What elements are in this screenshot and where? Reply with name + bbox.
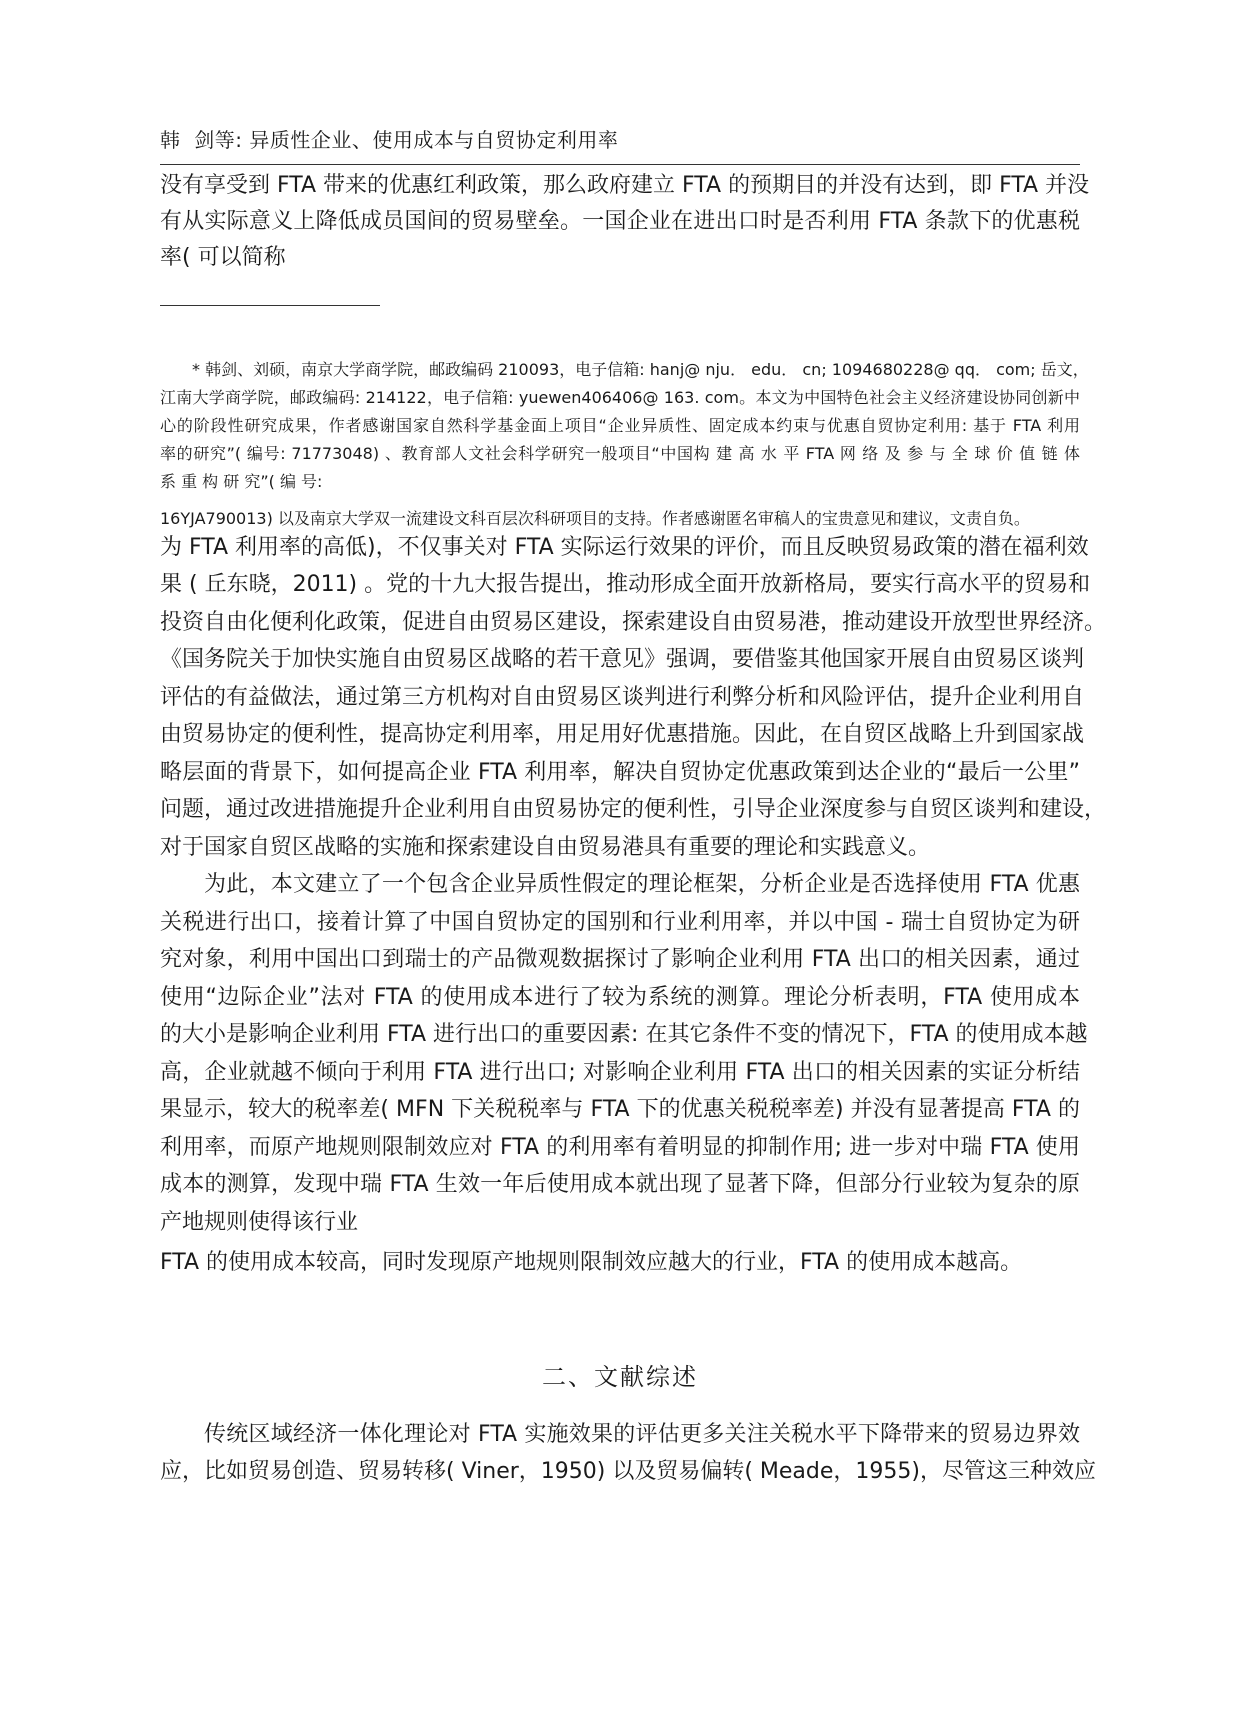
body-line: 由贸易协定的便利性，提高协定利用率，用足用好优惠措施。因此，在自贸区战略上升到国家战 xyxy=(160,722,1085,747)
header-rule xyxy=(160,164,1080,165)
body-line: 的大小是影响企业利用 FTA 进行出口的重要因素: 在其它条件不变的情况下，FTA 的使用成本越 xyxy=(160,1022,1088,1047)
body-line: 评估的有益做法，通过第三方机构对自由贸易区谈判进行利弊分析和风险评估，提升企业利用自 xyxy=(160,685,1085,710)
body-line: 高，企业就越不倾向于利用 FTA 进行出口; 对影响企业利用 FTA 出口的相关因素的实证分析结 xyxy=(160,1060,1080,1085)
body-line: 问题，通过改进措施提升企业利用自由贸易协定的便利性，引导企业深度参与自贸区谈判和建设， xyxy=(160,797,1107,822)
body-line: 略层面的背景下，如何提高企业 FTA 利用率，解决自贸协定优惠政策到达企业的“最后一公里” xyxy=(160,760,1080,785)
section-title: 二、文献综述 xyxy=(542,1363,698,1391)
body-line: 果 ( 丘东晓，2011) 。党的十九大报告提出，推动形成全面开放新格局，要实行高水平的贸易和 xyxy=(160,572,1091,597)
body-line: 没有享受到 FTA 带来的优惠红利政策，那么政府建立 FTA 的预期目的并没有达到，即 FTA 并没 xyxy=(160,173,1090,198)
body-line: 成本的测算，发现中瑞 FTA 生效一年后使用成本就出现了显著下降，但部分行业较为复杂的原 xyxy=(160,1172,1080,1197)
body-line: 关税进行出口，接着计算了中国自贸协定的国别和行业利用率，并以中国 - 瑞士自贸协定为研 xyxy=(160,910,1080,935)
body-line: 使用“边际企业”法对 FTA 的使用成本进行了较为系统的测算。理论分析表明，FTA 使用成本 xyxy=(160,985,1080,1010)
body-line: 产地规则使得该行业 xyxy=(160,1210,359,1235)
body-line: 有从实际意义上降低成员国间的贸易壁垒。一国企业在进出口时是否利用 FTA 条款下的优惠税 xyxy=(160,209,1080,234)
body-line: 对于国家自贸区战略的实施和探索建设自由贸易港具有重要的理论和实践意义。 xyxy=(160,835,931,860)
footnote-line: 江南大学商学院，邮政编码: 214122，电子信箱: yuewen406406@ 163. com。本文为中国特色社会主义经济建设协同创新中 xyxy=(160,388,1080,407)
footnote-line: 16YJA790013) 以及南京大学双一流建设文科百层次科研项目的支持。作者感谢匿名审稿人的宝贵意见和建议，文责自负。 xyxy=(160,509,1030,528)
footnote-line: 系 重 构 研 究”( 编 号: xyxy=(160,472,323,491)
body-line: 果显示，较大的税率差( MFN 下关税税率与 FTA 下的优惠关税税率差) 并没有显著提高 FTA 的 xyxy=(160,1097,1080,1122)
footnote-rule xyxy=(160,305,380,306)
running-header xyxy=(160,124,618,153)
footnote-line: 心的阶段性研究成果，作者感谢国家自然科学基金面上项目“企业异质性、固定成本约束与优惠自贸协定利用: 基于 FTA 利用 xyxy=(160,416,1080,435)
body-line: 利用率，而原产地规则限制效应对 FTA 的利用率有着明显的抑制作用; 进一步对中瑞 FTA 使用 xyxy=(160,1135,1080,1160)
body-line: 投资自由化便利化政策，促进自由贸易区建设，探索建设自由贸易港，推动建设开放型世界经济。 xyxy=(160,610,1107,635)
footnote-line: * 韩剑、刘硕，南京大学商学院，邮政编码 210093，电子信箱: hanj@ nju． edu． cn; 1094680228@ qq． com; 岳文， xyxy=(192,360,1089,379)
body-line: 为此，本文建立了一个包含企业异质性假定的理论框架，分析企业是否选择使用 FTA 优惠 xyxy=(204,872,1080,897)
body-line: 应，比如贸易创造、贸易转移( Viner，1950) 以及贸易偏转( Meade，1955)，尽管这三种效应 xyxy=(160,1459,1096,1484)
body-line: 传统区域经济一体化理论对 FTA 实施效果的评估更多关注关税水平下降带来的贸易边界效 xyxy=(204,1422,1080,1447)
body-line: 率( 可以简称 xyxy=(160,245,286,270)
header-authors: 韩 剑等 xyxy=(160,128,236,152)
body-line: 究对象，利用中国出口到瑞士的产品微观数据探讨了影响企业利用 FTA 出口的相关因素，通过 xyxy=(160,947,1080,972)
body-line: 为 FTA 利用率的高低)，不仅事关对 FTA 实际运行效果的评价，而且反映贸易政策的潜在福利效 xyxy=(160,535,1089,560)
header-title: : 异质性企业、使用成本与自贸协定利用率 xyxy=(235,128,619,152)
footnote-line: 率的研究”( 编号: 71773048) 、教育部人文社会科学研究一般项目“中国构 建 高 水 平 FTA 网 络 及 参 与 全 球 价 值 链 体 xyxy=(160,444,1080,463)
body-line: 《国务院关于加快实施自由贸易区战略的若干意见》强调，要借鉴其他国家开展自由贸易区谈判 xyxy=(160,647,1085,672)
body-line: FTA 的使用成本较高，同时发现原产地规则限制效应越大的行业，FTA 的使用成本越高。 xyxy=(160,1250,1023,1275)
